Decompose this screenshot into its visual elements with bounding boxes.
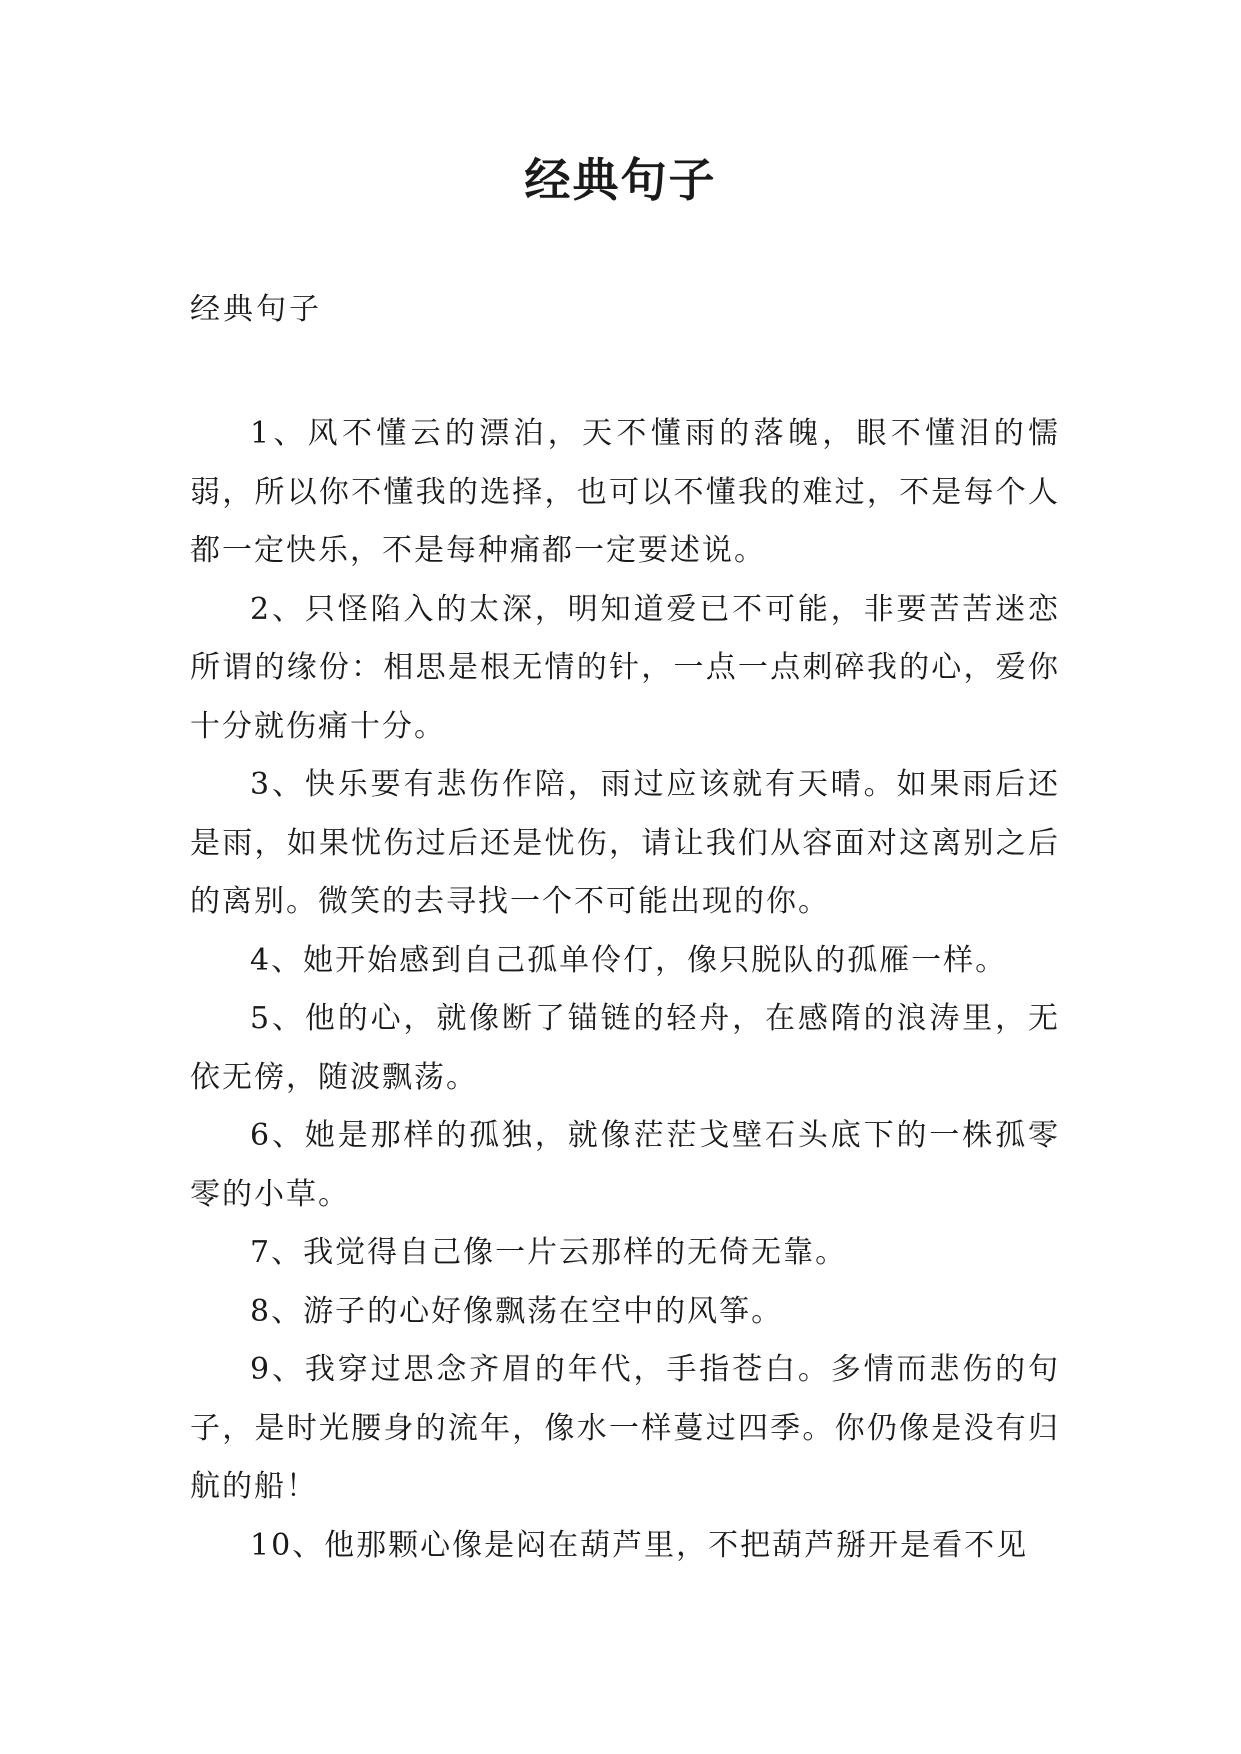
document-subtitle: 经典句子 — [190, 292, 322, 327]
paragraph: 9、我穿过思念齐眉的年代，手指苍白。多情而悲伤的句子，是时光腰身的流年，像水一样蔓过四季。你仍像是没有归航的船！ — [190, 1352, 1060, 1504]
paragraph: 6、她是那样的孤独，就像茫茫戈壁石头底下的一株孤零零的小草。 — [190, 1118, 1060, 1212]
paragraph: 1、风不懂云的漂泊，天不懂雨的落魄，眼不懂泪的懦弱，所以你不懂我的选择，也可以不懂我的难过，不是每个人都一定快乐，不是每种痛都一定要述说。 — [190, 416, 1060, 568]
paragraph: 3、快乐要有悲伤作陪，雨过应该就有天晴。如果雨后还是雨，如果忧伤过后还是忧伤，请让我们从容面对这离别之后的离别。微笑的去寻找一个不可能出现的你。 — [190, 767, 1060, 919]
paragraph: 2、只怪陷入的太深，明知道爱已不可能，非要苦苦迷恋所谓的缘份：相思是根无情的针，一点一点刺碎我的心，爱你十分就伤痛十分。 — [190, 591, 1060, 744]
paragraph: 8、游子的心好像飘荡在空中的风筝。 — [250, 1293, 784, 1329]
paragraph: 7、我觉得自己像一片云那样的无倚无靠。 — [250, 1235, 848, 1270]
paragraph: 4、她开始感到自己孤单伶仃，像只脱队的孤雁一样。 — [250, 942, 1008, 978]
document-title: 经典句子 — [524, 153, 717, 207]
paragraph: 5、他的心，就像断了锚链的轻舟，在感隋的浪涛里，无依无傍，随波飘荡。 — [190, 1001, 1060, 1095]
paragraph: 10、他那颗心像是闷在葫芦里，不把葫芦掰开是看不见 — [250, 1527, 1029, 1563]
document-body — [190, 405, 1060, 1575]
